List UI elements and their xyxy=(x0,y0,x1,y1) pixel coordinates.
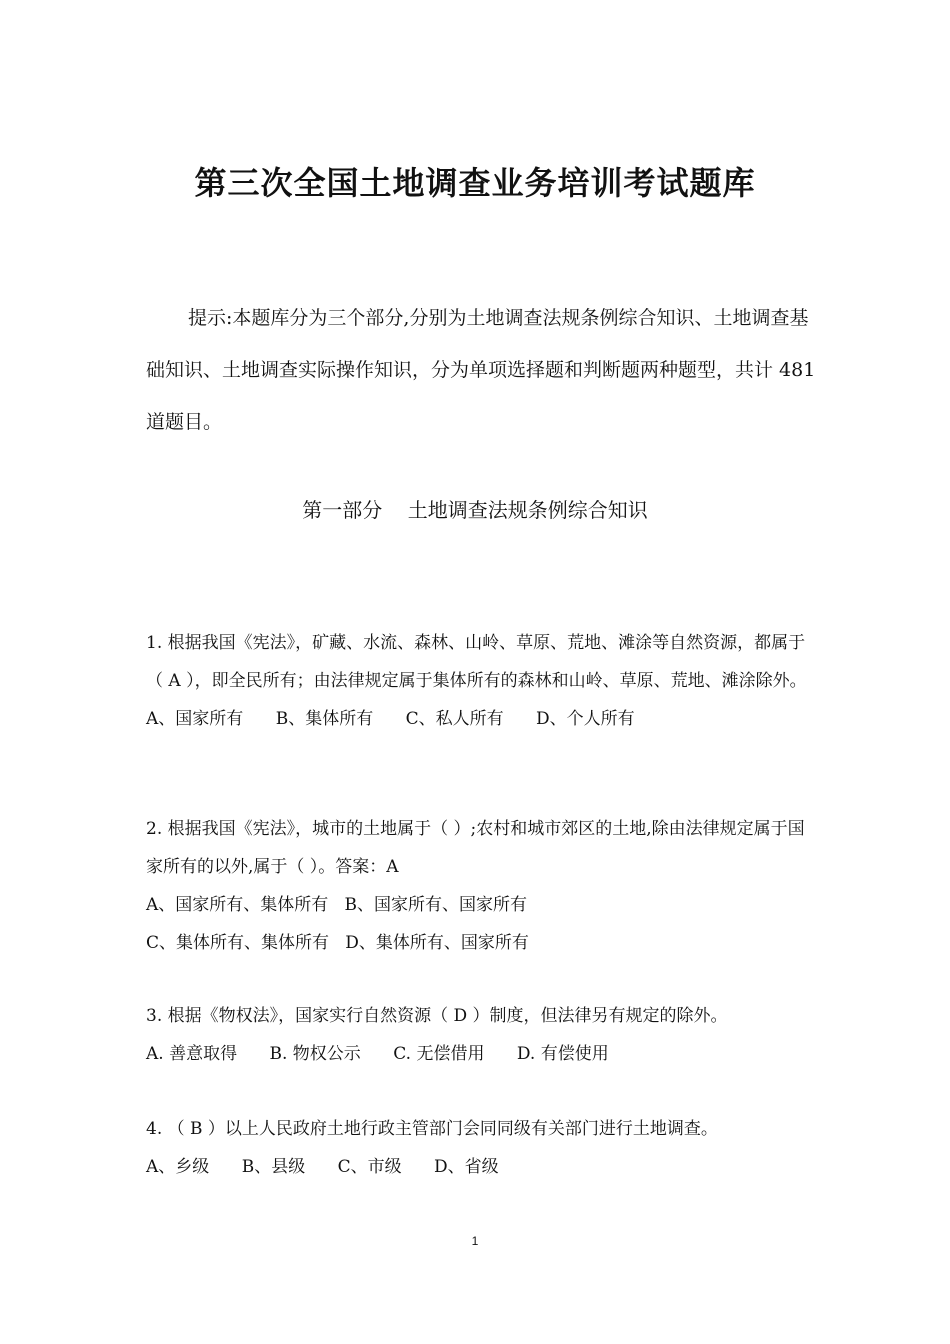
question-stem: 2. 根据我国《宪法》，城市的土地属于（ ）;农村和城市郊区的土地,除由法律规定属于国家所有的以外,属于（ ）。答案：A xyxy=(146,819,805,877)
question-options: C、集体所有、集体所有 D、集体所有、国家所有 xyxy=(146,933,529,953)
question-options: A、国家所有 B、集体所有 C、私人所有 D、个人所有 xyxy=(146,709,635,729)
question-2 xyxy=(146,810,816,962)
question-options: A、乡级 B、县级 C、市级 D、省级 xyxy=(146,1157,499,1177)
intro-paragraph xyxy=(146,292,816,448)
document-title: 第三次全国土地调查业务培训考试题库 xyxy=(194,164,756,202)
question-3 xyxy=(146,997,816,1073)
section-heading xyxy=(0,494,950,523)
question-options: A. 善意取得 B. 物权公示 C. 无偿借用 D. 有偿使用 xyxy=(146,1044,609,1064)
question-options: A、国家所有、集体所有 B、国家所有、国家所有 xyxy=(146,895,527,915)
question-stem: 4. （ B ）以上人民政府土地行政主管部门会同同级有关部门进行土地调查。 xyxy=(146,1119,718,1139)
page-number: 1 xyxy=(471,1234,479,1248)
intro-text: 提示:本题库分为三个部分,分别为土地调查法规条例综合知识、土地调查基础知识、土地调查实际操作知识，分为单项选择题和判断题两种题型，共计 481 道题目。 xyxy=(146,307,816,433)
section-name: 土地调查法规条例综合知识 xyxy=(407,498,648,522)
section-part: 第一部分 xyxy=(302,498,383,522)
question-4 xyxy=(146,1110,816,1186)
question-stem: 1. 根据我国《宪法》，矿藏、水流、森林、山岭、草原、荒地、滩涂等自然资源，都属于（ A ），即全民所有；由法律规定属于集体所有的森林和山岭、草原、荒地、滩涂除外。 xyxy=(146,633,807,691)
question-stem: 3. 根据《物权法》，国家实行自然资源（ D ）制度，但法律另有规定的除外。 xyxy=(146,1006,728,1026)
question-1 xyxy=(146,624,816,738)
